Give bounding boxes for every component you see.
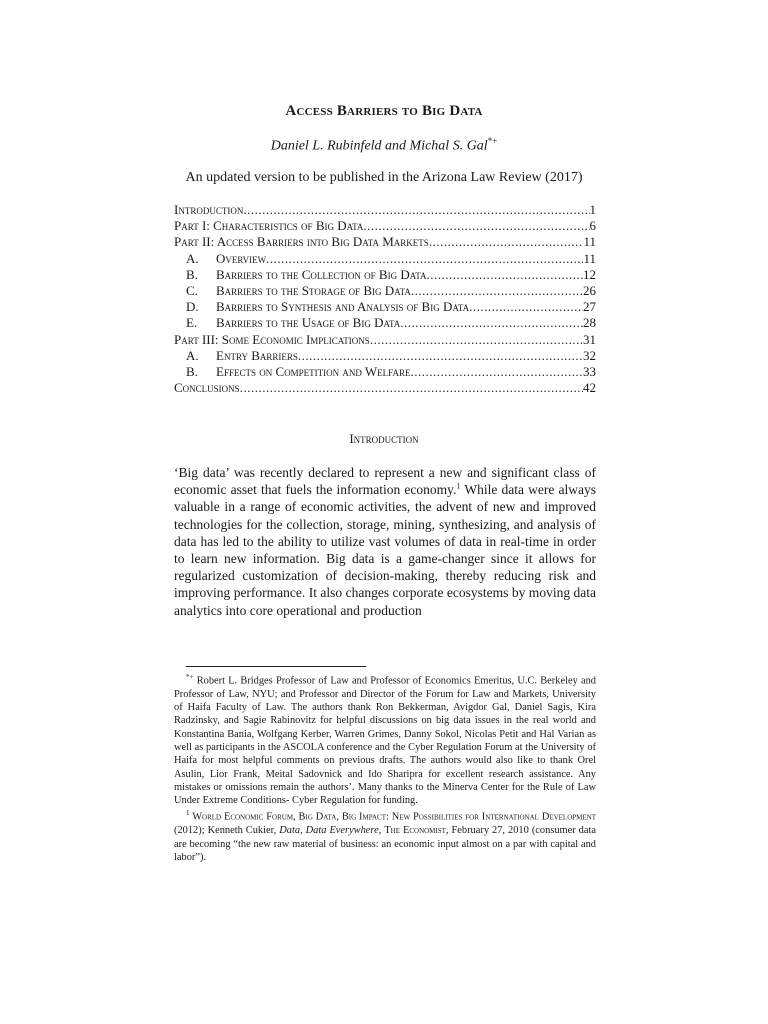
toc-entry <box>174 380 596 396</box>
toc-leader-dots <box>298 348 583 364</box>
toc-entry-label: Part I: Characteristics of Big Data <box>174 218 364 234</box>
toc-entry-letter: E. <box>186 315 198 331</box>
toc-entry <box>174 315 596 331</box>
toc-entry-label: Effects on Competition and Welfare <box>216 363 411 379</box>
body-text-part: ‘Big data’ was recently declared to represent a new and significant class of economic asset that fuels the information economy. <box>174 465 596 498</box>
toc-entry-letter: B. <box>186 363 198 379</box>
footnote-citation-italic: Data, Data Everywhere <box>279 825 379 837</box>
toc-entry-label: Entry Barriers <box>216 347 298 363</box>
footnote-text: , February 27, 2010 (consumer data are becoming “the new raw material of business: an economic input almost on a par with capital and labor”). <box>174 825 596 863</box>
toc-entry <box>174 283 596 299</box>
footnote-mark: 1 <box>186 809 190 818</box>
footnote-citation-smallcaps: World Economic Forum, Big Data, Big Impact: New Possibilities for International Development <box>189 811 596 823</box>
footnote-divider <box>186 666 366 667</box>
footnote-text: , <box>378 825 385 837</box>
toc-entry-page: 33 <box>583 363 596 379</box>
body-text-part: While data were always valuable in a range of economic activities, the advent of new and improved technologies for the collection, storage, mining, synthesizing, and analysis of data has led to the ability to utilize vast volumes of data in real-time in order to learn new information. Big data is a game-changer since it allows for regularized customization of decision-making, thereby reducing risk and improving performance. It also changes corporate ecosystems by moving data analytics into core operational and production <box>174 482 596 618</box>
toc-leader-dots <box>400 315 583 331</box>
footnote-text: Robert L. Bridges Professor of Law and Professor of Economics Emeritus, U.C. Berkeley and Professor of Law, NYU; and Professor and Director of the Forum for Law and Markets, University of Haifa Faculty of Law. The authors thank Ron Bekkerman, Avigdor Gal, Daniel Sagis, Kira Radzinsky, and Sagie Rabinovitz for helpful discussions on big data issues in the real world and Konstantina Bania, Wolfgang Kerber, Warren Grimes, Danny Sokol, Nicolas Petit and Hal Varian as well as participants in the ASCOLA conference and the Cyber Regulation Forum at the University of Haifa for most helpful comments on previous drafts. The authors would also like to thank Orel Asulin, Lior Frank, Meital Sadovnick and Ido Sharipra for excellent research assistance. Any mistakes or omissions remain the authors’. Many thanks to the Minerva Center for the Rule of Law Under Extreme Conditions- Cyber Regulation for funding. <box>174 675 596 807</box>
toc-entry <box>174 202 596 218</box>
toc-entry-letter: C. <box>186 282 198 298</box>
toc-entry-label: Overview <box>216 250 267 266</box>
toc-entry-page: 31 <box>583 331 596 347</box>
author-footnote-mark: *+ <box>487 136 498 146</box>
footnote-author <box>174 671 596 807</box>
toc-entry-page: 32 <box>583 347 596 363</box>
toc-entry <box>174 234 596 250</box>
publication-note: An updated version to be published in the Arizona Law Review (2017) <box>185 170 583 185</box>
toc-leader-dots <box>411 283 583 299</box>
toc-leader-dots <box>429 234 584 250</box>
toc-entry <box>174 364 596 380</box>
author-line <box>0 136 768 155</box>
toc-leader-dots <box>469 299 583 315</box>
toc-entry <box>174 332 596 348</box>
footnote-citation-smallcaps: The Economist <box>384 825 446 837</box>
section-heading: Introduction <box>349 431 419 446</box>
toc-entry-label: Barriers to the Collection of Big Data <box>216 266 427 282</box>
footnote-1 <box>174 807 596 864</box>
toc-entry <box>174 251 596 267</box>
toc-entry <box>174 299 596 315</box>
toc-entry-letter: A. <box>186 250 199 266</box>
toc-entry-page: 12 <box>583 266 596 282</box>
toc-entry-label: Introduction <box>174 202 244 217</box>
toc-entry-letter: B. <box>186 266 198 282</box>
toc-entry-label: Barriers to the Storage of Big Data <box>216 282 411 298</box>
author-names: Daniel L. Rubinfeld and Michal S. Gal <box>270 138 488 154</box>
toc-leader-dots <box>363 218 589 234</box>
toc-entry <box>174 218 596 234</box>
toc-entry <box>174 348 596 364</box>
toc-entry-page: 11 <box>583 234 596 250</box>
toc-entry-page: 11 <box>583 250 596 266</box>
footnote-mark: *+ <box>186 673 194 681</box>
toc-leader-dots <box>243 202 589 218</box>
footnote-reference: 1 <box>456 481 461 491</box>
toc-entry-label: Barriers to the Usage of Big Data <box>216 315 401 331</box>
toc-entry <box>174 267 596 283</box>
toc-leader-dots <box>240 380 583 396</box>
toc-entry-letter: D. <box>186 299 199 315</box>
toc-entry-label: Part II: Access Barriers into Big Data Markets <box>174 234 429 250</box>
footnote-text: (2012); Kenneth Cukier, <box>174 825 280 837</box>
toc-entry-page: 26 <box>583 282 596 298</box>
toc-entry-page: 42 <box>583 380 596 396</box>
toc-entry-letter: A. <box>186 347 199 363</box>
toc-leader-dots <box>410 364 583 380</box>
footnotes <box>174 671 596 864</box>
toc-entry-page: 28 <box>583 315 596 331</box>
toc-leader-dots <box>370 332 583 348</box>
toc-entry-page: 6 <box>589 218 596 234</box>
toc-entry-label: Part III: Some Economic Implications <box>174 331 370 347</box>
toc-leader-dots <box>266 251 583 267</box>
toc-leader-dots <box>427 267 583 283</box>
paper-title: Access Barriers to Big Data <box>285 103 483 119</box>
toc-entry-label: Barriers to Synthesis and Analysis of Big Data <box>216 299 470 315</box>
toc-entry-label: Conclusions <box>174 380 240 396</box>
toc-entry-page: 27 <box>583 299 596 315</box>
table-of-contents <box>174 202 596 396</box>
body-paragraph <box>174 464 596 642</box>
toc-entry-page: 1 <box>589 202 596 217</box>
